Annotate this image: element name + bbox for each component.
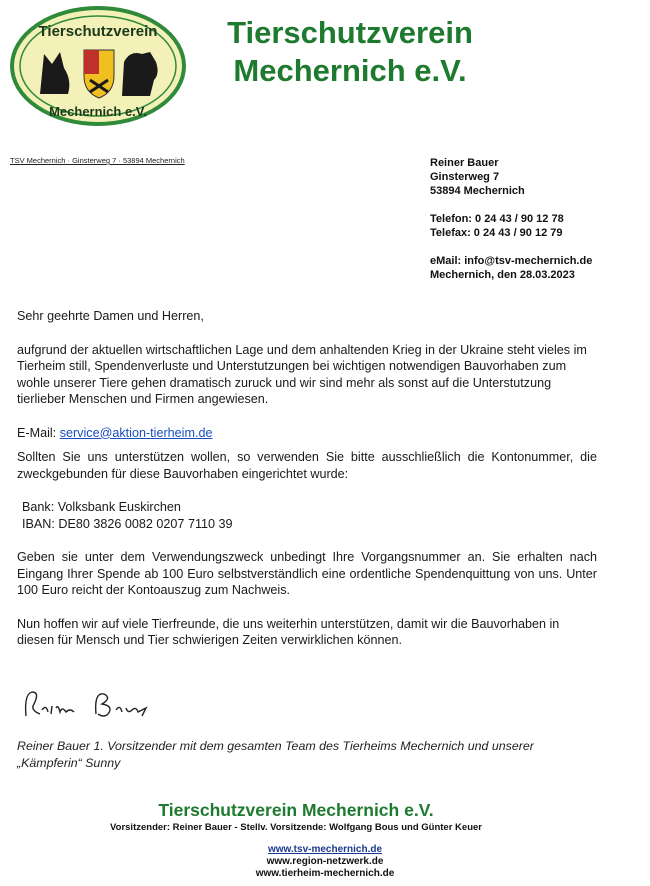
footer-link-tsv[interactable]: www.tsv-mechernich.de [267, 844, 383, 855]
bank-iban: IBAN: DE80 3826 0082 0207 7110 39 [22, 516, 233, 531]
letter-body [17, 308, 597, 649]
letter-date: Mechernich, den 28.03.2023 [430, 269, 575, 281]
org-title-line2: Mechernich e.V. [233, 53, 467, 88]
closing-line-2: „Kämpferin“ Sunny [17, 756, 121, 770]
contact-name: Reiner Bauer [430, 157, 499, 169]
paragraph-reference: Geben sie unter dem Verwendungszweck unbedingt Ihre Vorgangsnummer an. Sie erhalten nach Eingang Ihrer Spende ab 100 Euro selbstverständlich eine ordentliche Spendenquittung von uns. Unter 100 Euro reicht der Kontoauszug zum Nachweis. [17, 550, 597, 597]
contact-street: Ginsterweg 7 [430, 171, 500, 183]
logo-top-text: Tierschutzverein [38, 23, 158, 40]
footer-link-tierheim[interactable]: www.tierheim-mechernich.de [255, 868, 395, 879]
organization-title [195, 14, 505, 90]
closing-line-1: Reiner Bauer 1. Vorsitzender mit dem gesamten Team des Tierheims Mechernich und unserer [17, 739, 534, 753]
coat-of-arms [84, 50, 114, 98]
email-line [17, 425, 597, 442]
footer-title: Tierschutzverein Mechernich e.V. [158, 800, 434, 820]
contact-phone: Telefon: 0 24 43 / 90 12 78 [430, 213, 564, 225]
footer-board: Vorsitzender: Reiner Bauer - Stellv. Vorsitzende: Wolfgang Bous und Günter Keuer [110, 822, 482, 833]
contact-block [430, 156, 592, 282]
association-logo [10, 6, 186, 126]
contact-city: 53894 Mechernich [430, 185, 525, 197]
contact-fax: Telefax: 0 24 43 / 90 12 79 [430, 227, 563, 239]
email-label: E-Mail: [17, 425, 60, 440]
org-title-line1: Tierschutzverein [227, 15, 473, 50]
sender-address-line: TSV Mechernich · Ginsterweg 7 · 53894 Mechernich [10, 156, 185, 165]
paragraph-support: Sollten Sie uns unterstützen wollen, so verwenden Sie bitte ausschließlich die Kontonummer, die zweckgebunden für diese Bauvorhaben eingerichtet wurde: [17, 450, 597, 481]
paragraph-situation: aufgrund der aktuellen wirtschaftlichen Lage und dem anhaltenden Krieg in der Ukraine steht vieles im Tierheim still, Spendenverluste und Unterstutzungen bei wichtigen notwendigen Bauvorhaben zum wohle unserer Tiere gehen dramatisch zuruck und wir sind mehr als sonst auf die Unterstutzung tierlieber Menschen und Firmen angewiesen. [17, 342, 587, 406]
logo-bottom-text: Mechernich e.V. [49, 104, 147, 119]
closing-text [17, 738, 617, 772]
bank-name: Bank: Volksbank Euskirchen [22, 500, 181, 514]
salutation: Sehr geehrte Damen und Herren, [17, 309, 204, 323]
footer-link-region[interactable]: www.region-netzwerk.de [266, 856, 384, 867]
contact-email: eMail: info@tsv-mechernich.de [430, 255, 593, 267]
handwritten-signature [18, 684, 168, 724]
paragraph-hope: Nun hoffen wir auf viele Tierfreunde, die uns weiterhin unterstützen, damit wir die Bauvorhaben in diesen für Mensch und Tier schwierigen Zeiten verwirklichen können. [17, 616, 560, 647]
email-link[interactable]: service@aktion-tierheim.de [59, 425, 213, 440]
footer-links [0, 844, 650, 880]
